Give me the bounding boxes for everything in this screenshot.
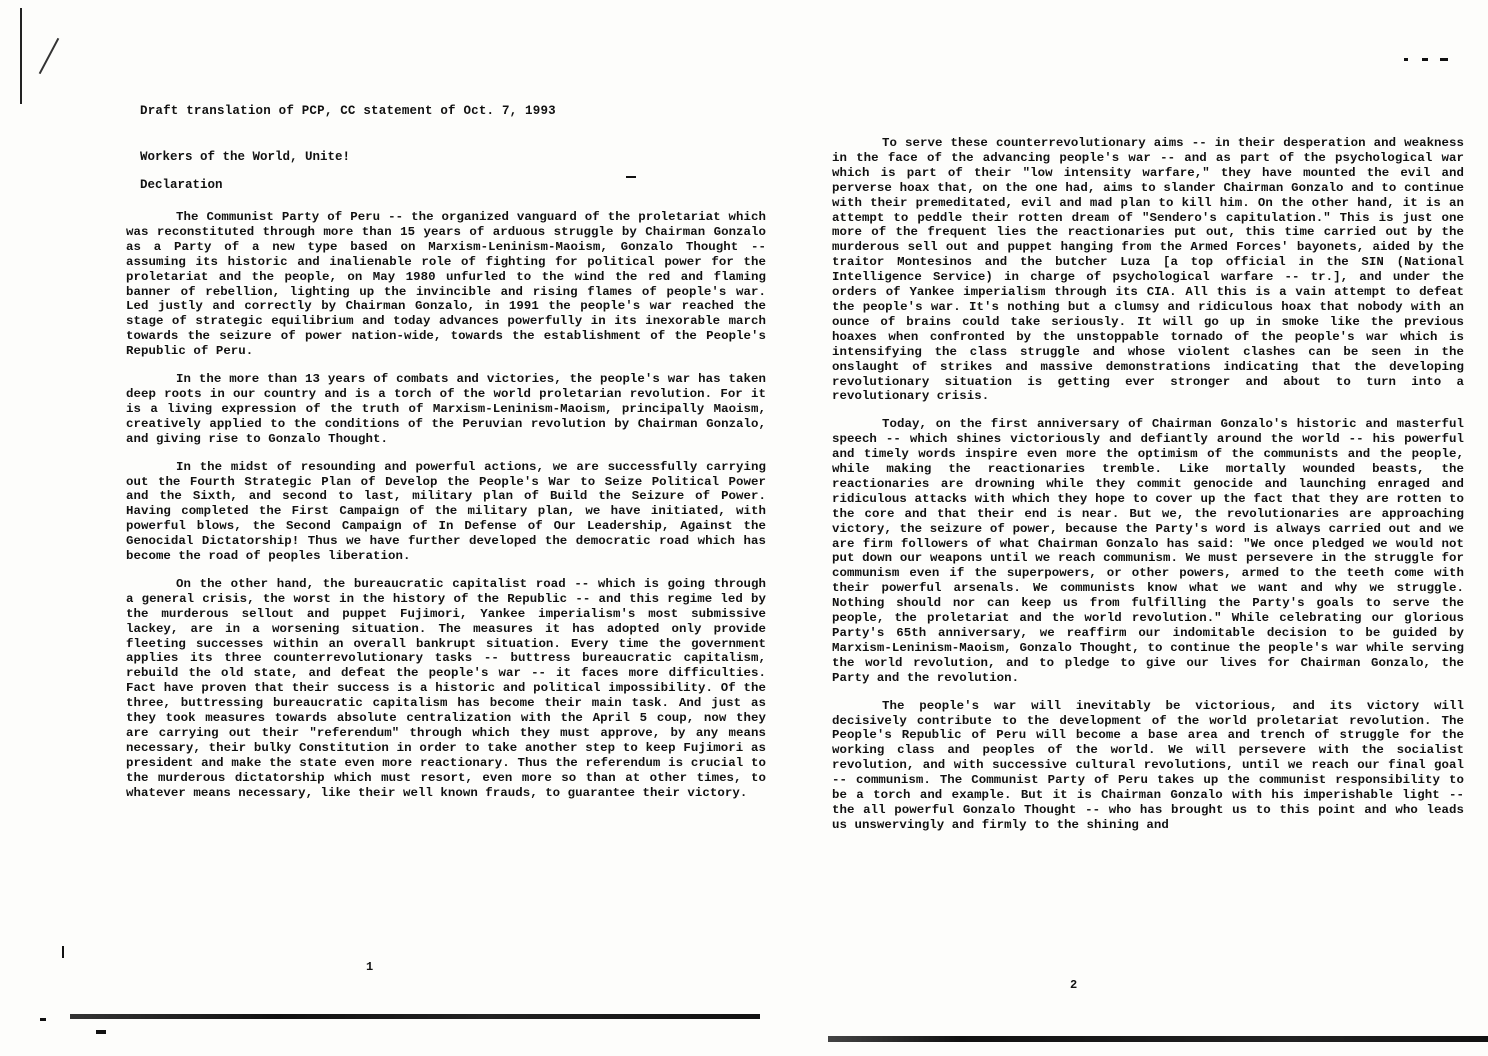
paragraph: To serve these counterrevolutionary aims -- in their desperation and weakness in the face of the advancing people's war -- and as part of the psychological war which is part of their "low intensity warfare," they have mounted the evil and perverse hoax that, on the one had, aims to slander Chairman Gonzalo and to continue with their premeditated, evil and mad plan to kill him. On the other hand, it is an attempt to peddle their rotten dream of "Sendero's capitulation." This is just one more of the frequent lies the reactionaries put out, this time carried out by the murderous sell out and puppet hanging from the Armed Forces' bayonets, aided by the traitor Montesinos and the butcher Luza [a top official in the SIN (National Intelligence Service) in charge of psychological warfare -- tr.], and under the orders of Yankee imperialism through its CIA. All this is a vain attempt to defeat the people's war. It's nothing but a clumsy and ridiculous hoax that nobody with an ounce of brains could take seriously. It will go up in smoke like the previous hoaxes when confronted by the unstoppable tornado of the people's war which is intensifying the class struggle and whose violent clashes can be seen in the onslaught of strikes and massive demonstrations indicating that the developing revolutionary situation is getting ever stronger and about to turn into a revolutionary crisis. <box>832 136 1464 404</box>
scan-speck-artifact <box>96 1030 106 1034</box>
paragraph: Today, on the first anniversary of Chairman Gonzalo's historic and masterful speech -- which shines victoriously and defiantly around the world -- his powerful and timely words inspire even more the optimism of the communists and the people, while making the reactionaries tremble. Like mortally wounded beasts, the reactionaries are drowning while they commit genocide and launching enraged and ridiculous attacks with which they hope to cover up the fact that they are rotten to the core and that their end is near. But we, the revolutionaries are approaching victory, the seizure of power, because the Party's word is always carried out and we are firm followers of what Chairman Gonzalo has said: "We once pledged we would not put down our weapons until we reach communism. We must persevere in the struggle for communism even if the superpowers, or other powers, armed to the teeth come with their powerful arsenals. We communists know what we want and why we struggle. Nothing should nor can keep us from fulfilling the Party's goals to serve the people, the proletariat and the world revolution." While celebrating our glorious Party's 65th anniversary, we reaffirm our indomitable decision to be guided by Marxism-Leninism-Maoism, Gonzalo Thought, to continue the people's war while serving the world revolution, and to pledge to give our lives for Chairman Gonzalo, the Party and the revolution. <box>832 417 1464 685</box>
salutation: Workers of the World, Unite! <box>140 150 351 164</box>
scan-speck-artifact <box>40 1018 46 1021</box>
paragraph: In the more than 13 years of combats and victories, the people's war has taken deep roots in our country and is a torch of the world proletarian revolution. For it is a living expression of the truth of Marxism-Leninism-Maoism, principally Maoism, creatively applied to the conditions of the Peruvian revolution by Chairman Gonzalo, and giving rise to Gonzalo Thought. <box>126 372 766 446</box>
paragraph: The people's war will inevitably be victorious, and its victory will decisively contribute to the development of the world proletariat revolution. The People's Republic of Peru will become a base area and trench of struggle for the working class and peoples of the world. We will persevere with the socialist revolution, and with successive cultural revolutions, until we reach our final goal -- communism. The Communist Party of Peru takes up the communist responsibility to be a torch and example. But it is Chairman Gonzalo with his imperishable light -- the all powerful Gonzalo Thought -- who has brought us to this point and who leads us unswervingly and firmly to the shining and <box>832 698 1464 832</box>
left-column-body <box>126 210 766 814</box>
right-column-body <box>832 136 1464 846</box>
scan-shadow-artifact <box>70 1014 760 1019</box>
page-number: 1 <box>366 960 374 974</box>
paragraph: In the midst of resounding and powerful actions, we are successfully carrying out the Fourth Strategic Plan of Develop the People's War to Seize Political Power and the Sixth, and second to last, military plan of Build the Seizure of Power. Having completed the First Campaign of the military plan, we have initiated, with powerful blows, the Second Campaign of In Defense of Our Leadership, Against the Genocidal Dictatorship! Thus we have further developed the democratic road which has become the road of peoples liberation. <box>126 459 766 564</box>
paragraph: The Communist Party of Peru -- the organized vanguard of the proletariat which was reconstituted through more than 15 years of arduous struggle by Chairman Gonzalo as a Party of a new type based on Marxism-Leninism-Maoism, Gonzalo Thought -- assuming its historic and inalienable role of fighting for political power for the proletariat and the people, on May 1980 unfurled to the wind the red and flaming banner of rebellion, lighting up the invincible and rising flames of people's war. Led justly and correctly by Chairman Gonzalo, in 1991 the people's war reached the stage of strategic equilibrium and today advances powerfully in its inexorable march towards the seizure of power nation-wide, towards the establishment of the People's Republic of Peru. <box>126 210 766 359</box>
paragraph: On the other hand, the bureaucratic capitalist road -- which is going through a general crisis, the worst in the history of the Republic -- and this regime led by the murderous sellout and puppet Fujimori, Yankee imperialism's most submissive lackey, are in a worsening situation. The measures it has adopted only provide fleeting successes within an overall bankrupt situation. Every time the government applies its three counterrevolutionary tasks -- buttress bureaucratic capitalism, rebuild the old state, and defeat the people's war -- it faces more difficulties. Fact have proven that their success is a historic and political impossibility. Of the three, buttressing bureaucratic capitalism has become their main task. And just as they took measures towards absolute centralization with the April 5 coup, now they are carrying out their "referendum" through which they must approve, by any means necessary, their bulky Constitution in order to take another step to keep Fujimori as president and make the state even more reactionary. Thus the referendum is crucial to the murderous dictatorship which must resort, even more so than at other times, to whatever means necessary, like their well known frauds, to guarantee their victory. <box>126 576 766 800</box>
document-header-line: Draft translation of PCP, CC statement of Oct. 7, 1993 <box>140 104 556 118</box>
page-right <box>744 0 1488 1056</box>
document-heading: Declaration <box>140 178 223 192</box>
page-number: 2 <box>1070 978 1078 992</box>
scan-shadow-artifact <box>828 1036 1488 1042</box>
